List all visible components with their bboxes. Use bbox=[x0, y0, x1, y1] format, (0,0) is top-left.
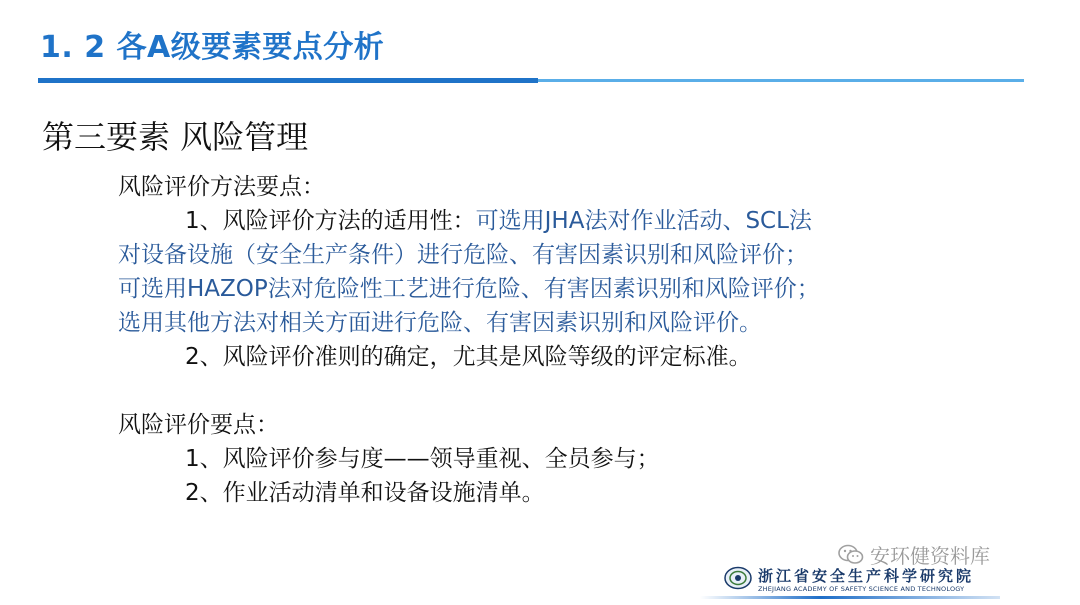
points-item-1: 1、风险评价参与度——领导重视、全员参与； bbox=[185, 446, 660, 472]
methods-title: 风险评价方法要点： bbox=[118, 174, 325, 200]
watermark bbox=[838, 540, 990, 569]
methods-item-2: 2、风险评价准则的确定，尤其是风险等级的评定标准。 bbox=[185, 344, 752, 370]
methods-item-1 bbox=[118, 204, 978, 238]
points-title: 风险评价要点： bbox=[118, 412, 279, 438]
org-name-en: ZHEJIANG ACADEMY OF SAFETY SCIENCE AND TECHNOLOGY bbox=[758, 584, 965, 593]
academy-logo-icon bbox=[724, 566, 752, 594]
section-heading: 第三要素 风险管理 bbox=[42, 118, 309, 156]
footer-rule bbox=[700, 596, 1000, 599]
spacer bbox=[118, 374, 978, 408]
methods-item-1-highlight-line: 对设备设施（安全生产条件）进行危险、有害因素识别和风险评价； bbox=[118, 242, 808, 268]
org-name-cn: 浙江省安全生产科学研究院 bbox=[758, 566, 975, 585]
points-item-2: 2、作业活动清单和设备设施清单。 bbox=[185, 480, 545, 506]
title-underline-light bbox=[538, 79, 1024, 82]
watermark-text: 安环健资料库 bbox=[870, 544, 990, 568]
wechat-icon bbox=[838, 544, 864, 566]
methods-item-1-label: 1、风险评价方法的适用性： bbox=[185, 208, 476, 234]
org-footer bbox=[724, 566, 974, 594]
methods-item-1-highlight-line: 选用其他方法对相关方面进行危险、有害因素识别和风险评价。 bbox=[118, 310, 762, 336]
slide-title: 1. 2 各A级要素要点分析 bbox=[40, 30, 385, 65]
methods-item-1-highlight-line: 可选用HAZOP法对危险性工艺进行危险、有害因素识别和风险评价； bbox=[118, 276, 820, 302]
methods-item-1-highlight-line: 可选用JHA法对作业活动、SCL法 bbox=[475, 208, 812, 234]
title-underline-dark bbox=[38, 78, 538, 83]
content-body bbox=[118, 170, 978, 510]
